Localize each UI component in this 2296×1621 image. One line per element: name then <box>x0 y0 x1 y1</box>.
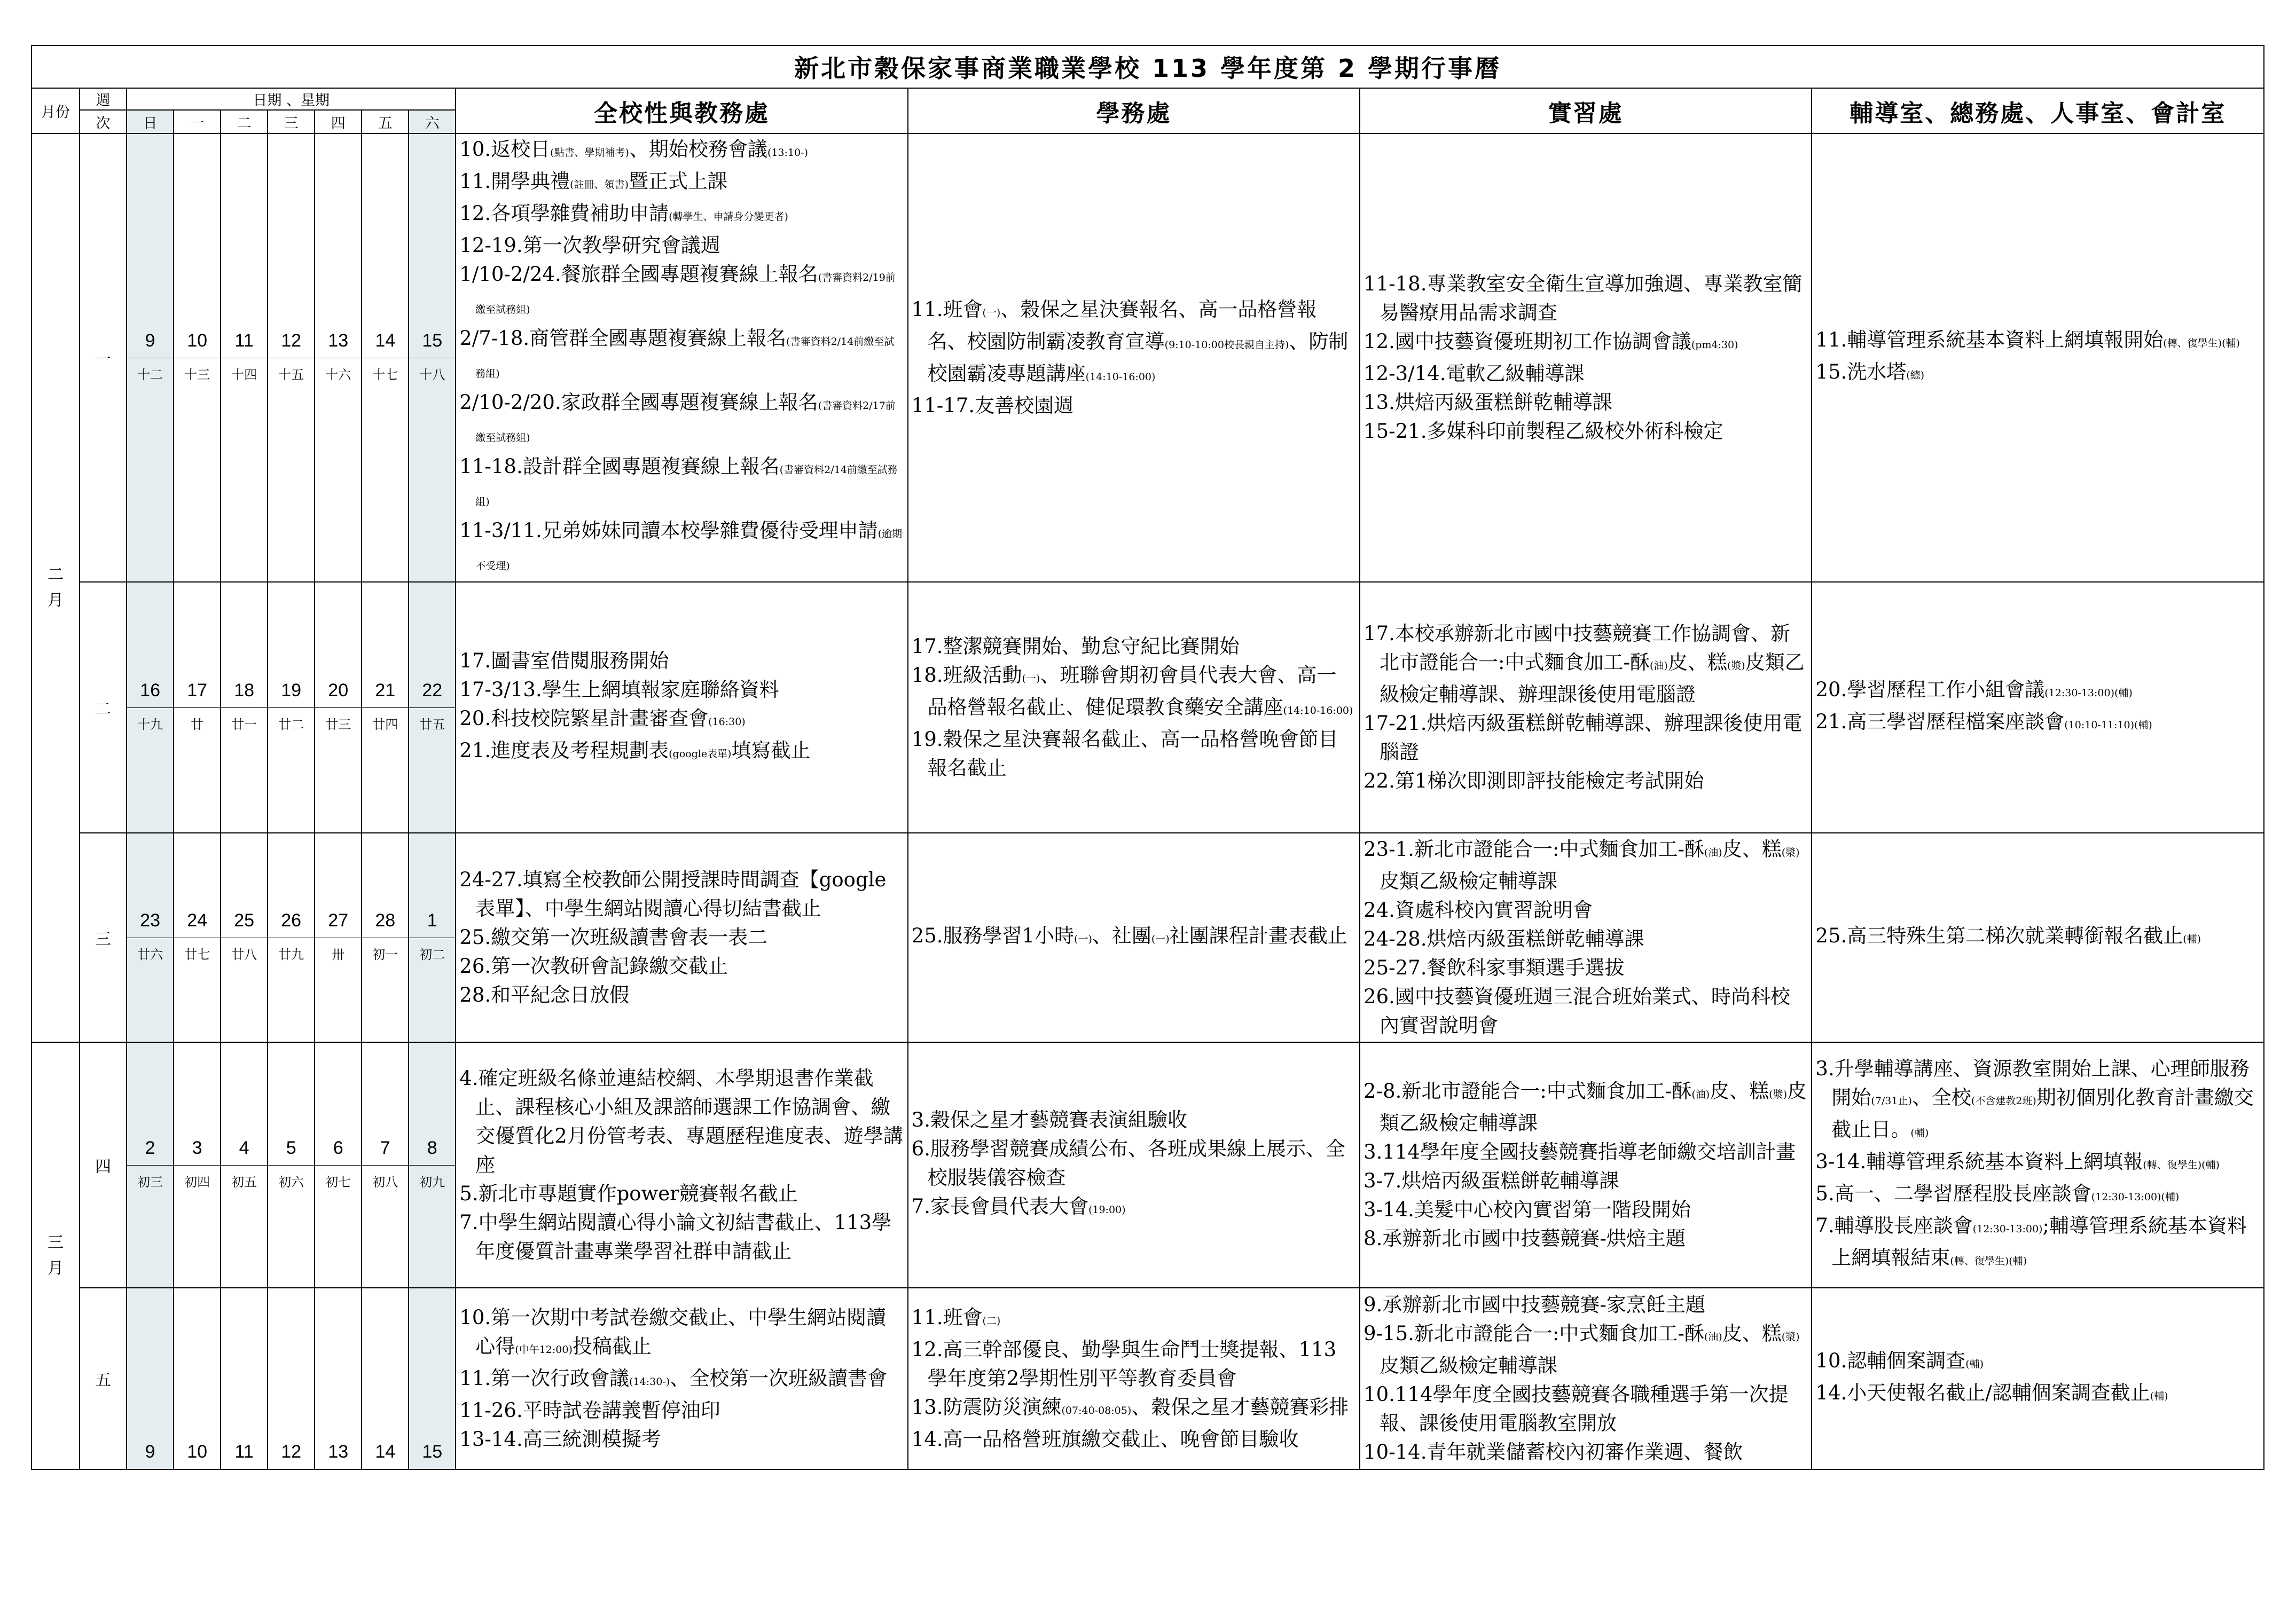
lunar-date: 初六 <box>268 1165 314 1200</box>
lunar-date: 十五 <box>268 358 314 392</box>
event-item: 13.防震防災演練(07:40-08:05)、穀保之星才藝競賽彩排 <box>911 1396 1349 1419</box>
event-item: 14.小天使報名截止/認輔個案調查截止(輔) <box>1815 1381 2168 1404</box>
event-item: 25.繳交第一次班級讀書會表一表二 <box>459 926 768 949</box>
date-cell <box>127 833 174 1042</box>
event-item: 5.高一、二學習歷程股長座談會(12:30-13:00)(輔) <box>1815 1182 2180 1205</box>
school-academic-header: 全校性與教務處 <box>456 88 907 133</box>
event-item: 4.確定班級名條並連結校網、本學期退書作業截止、課程核心小組及課諮師選課工作協調會、繳交優質化2月份管考表、專題歷程進度表、遊學講座 <box>459 1067 903 1176</box>
date-cell <box>362 133 409 582</box>
event-item: 11-26.平時試卷講義暫停油印 <box>459 1399 720 1422</box>
week-header-bottom: 次 <box>80 110 127 133</box>
date-number: 9 <box>145 330 155 351</box>
events-col1 <box>456 1288 907 1469</box>
date-cell <box>221 1042 268 1288</box>
lunar-date: 卅 <box>315 938 361 972</box>
week-row <box>32 1288 2264 1469</box>
date-cell <box>127 1042 174 1288</box>
date-number: 11 <box>234 1442 254 1462</box>
event-item: 3.穀保之星才藝競賽表演組驗收 <box>911 1108 1187 1131</box>
month-header: 月份 <box>32 88 80 133</box>
event-item: 11-17.友善校園週 <box>911 394 1074 417</box>
date-cell <box>174 1288 221 1469</box>
lunar-date: 初一 <box>362 938 408 972</box>
lunar-date: 初四 <box>174 1165 220 1200</box>
date-cell <box>127 582 174 833</box>
date-cell <box>221 1288 268 1469</box>
date-number: 22 <box>422 680 443 701</box>
events-col4 <box>1812 133 2264 582</box>
date-number: 16 <box>140 680 160 701</box>
week-number: 四 <box>80 1042 127 1288</box>
calendar-table <box>31 45 2264 1470</box>
weekday-header: 日 <box>127 110 174 133</box>
weekday-header: 四 <box>315 110 362 133</box>
event-item: 11.班會(一)、穀保之星決賽報名、高一品格營報名、校園防制霸凌教育宣導(9:10-10:00校長親自主持)、防制校園霸凌專題講座(14:10-16:00) <box>911 298 1349 385</box>
event-item: 22.第1梯次即測即評技能檢定考試開始 <box>1364 769 1704 792</box>
event-item: 10.返校日(點書、學期補考)、期始校務會議(13:10-) <box>459 138 808 161</box>
events-col2 <box>908 582 1360 833</box>
date-number: 6 <box>333 1137 343 1158</box>
event-item: 12-3/14.電軟乙級輔導課 <box>1364 362 1585 385</box>
week-header-top: 週 <box>80 88 127 110</box>
lunar-date: 初八 <box>362 1165 408 1200</box>
event-item: 6.服務學習競賽成績公布、各班成果線上展示、全校服裝儀容檢查 <box>911 1137 1345 1189</box>
date-number: 15 <box>422 1442 443 1462</box>
event-item: 9-15.新北市證能合一:中式麵食加工-酥(油)皮、糕(漿)皮類乙級檢定輔導課 <box>1364 1322 1800 1377</box>
date-cell <box>362 1288 409 1469</box>
date-cell <box>268 133 315 582</box>
event-item: 11.開學典禮(註冊、領書)暨正式上課 <box>459 170 727 193</box>
event-item: 21.進度表及考程規劃表(google表單)填寫截止 <box>459 739 811 762</box>
date-cell <box>268 833 315 1042</box>
event-item: 2/7-18.商管群全國專題複賽線上報名(書審資料2/14前繳至試務組) <box>459 327 895 380</box>
event-item: 25-27.餐飲科家事類選手選拔 <box>1364 956 1625 979</box>
date-number: 9 <box>145 1442 155 1462</box>
month-cell: 二 月 <box>32 133 80 1042</box>
lunar-date: 十九 <box>127 707 173 742</box>
event-item: 17.圖書室借閱服務開始 <box>459 649 669 672</box>
event-item: 21.高三學習歷程檔案座談會(10:10-11:10)(輔) <box>1815 710 2152 733</box>
event-item: 17-21.烘焙丙級蛋糕餅乾輔導課、辦理課後使用電腦證 <box>1364 712 1803 764</box>
lunar-date: 十七 <box>362 358 408 392</box>
date-cell <box>409 133 456 582</box>
date-number: 12 <box>281 1442 302 1462</box>
events-col1 <box>456 833 907 1042</box>
date-number: 15 <box>422 330 443 351</box>
date-number: 7 <box>380 1137 390 1158</box>
date-cell <box>174 133 221 582</box>
week-number: 一 <box>80 133 127 582</box>
event-item: 3.114學年度全國技藝競賽指導老師繳交培訓計畫 <box>1364 1140 1796 1163</box>
date-number: 14 <box>375 1442 396 1462</box>
event-item: 17.本校承辦新北市國中技藝競賽工作協調會、新北市證能合一:中式麵食加工-酥(油)皮、糕(漿)皮類乙級檢定輔導課、辦理課後使用電腦證 <box>1364 622 1805 706</box>
event-item: 12-19.第一次教學研究會議週 <box>459 234 720 257</box>
event-item: 15.洗水塔(總) <box>1815 360 1925 383</box>
date-cell <box>409 582 456 833</box>
event-item: 24-28.烘焙丙級蛋糕餅乾輔導課 <box>1364 927 1644 950</box>
date-cell <box>174 833 221 1042</box>
date-number: 23 <box>140 910 160 931</box>
date-number: 8 <box>427 1137 437 1158</box>
events-col2 <box>908 1042 1360 1288</box>
date-number: 4 <box>239 1137 249 1158</box>
event-item: 20.學習歷程工作小組會議(12:30-13:00)(輔) <box>1815 678 2133 701</box>
date-number: 13 <box>328 330 349 351</box>
event-item: 11-18.專業教室安全衛生宣導加強週、專業教室簡易醫療用品需求調查 <box>1364 272 1803 324</box>
date-cell <box>409 833 456 1042</box>
lunar-date: 十四 <box>221 358 267 392</box>
date-number: 12 <box>281 330 302 351</box>
events-col2 <box>908 1288 1360 1469</box>
event-item: 19.穀保之星決賽報名截止、高一品格營晚會節目報名截止 <box>911 728 1338 780</box>
date-cell <box>268 1288 315 1469</box>
month-cell: 三 月 <box>32 1042 80 1469</box>
date-cell <box>268 582 315 833</box>
events-col2 <box>908 833 1360 1042</box>
event-item: 12.高三幹部優良、勤學與生命鬥士獎提報、113學年度第2學期性別平等教育委員會 <box>911 1338 1337 1390</box>
week-number: 三 <box>80 833 127 1042</box>
week-number: 二 <box>80 582 127 833</box>
date-cell <box>315 833 362 1042</box>
events-col3 <box>1360 133 1812 582</box>
lunar-date: 廿二 <box>268 707 314 742</box>
lunar-date: 廿九 <box>268 938 314 972</box>
date-cell <box>174 1042 221 1288</box>
lunar-date: 廿八 <box>221 938 267 972</box>
lunar-date: 初五 <box>221 1165 267 1200</box>
lunar-date: 初三 <box>127 1165 173 1200</box>
event-item: 13.烘焙丙級蛋糕餅乾輔導課 <box>1364 391 1612 414</box>
events-col1 <box>456 1042 907 1288</box>
events-col4 <box>1812 1288 2264 1469</box>
student-affairs-header: 學務處 <box>908 88 1360 133</box>
event-item: 23-1.新北市證能合一:中式麵食加工-酥(油)皮、糕(漿)皮類乙級檢定輔導課 <box>1364 838 1800 893</box>
week-row <box>32 1042 2264 1288</box>
event-item: 25.高三特殊生第二梯次就業轉銜報名截止(輔) <box>1815 924 2201 947</box>
date-cell <box>362 582 409 833</box>
event-item: 2-8.新北市證能合一:中式麵食加工-酥(油)皮、糕(漿)皮類乙級檢定輔導課 <box>1364 1080 1807 1135</box>
weekday-header: 一 <box>174 110 221 133</box>
lunar-date: 廿五 <box>409 707 455 742</box>
date-number: 10 <box>187 1442 208 1462</box>
lunar-date: 初九 <box>409 1165 455 1200</box>
event-item: 11.輔導管理系統基本資料上網填報開始(轉、復學生)(輔) <box>1815 328 2240 351</box>
event-item: 24.資處科校內實習說明會 <box>1364 899 1593 922</box>
date-cell <box>362 833 409 1042</box>
date-cell <box>174 582 221 833</box>
date-cell <box>315 133 362 582</box>
date-number: 21 <box>375 680 396 701</box>
event-item: 15-21.多媒科印前製程乙級校外術科檢定 <box>1364 420 1723 443</box>
events-col3 <box>1360 582 1812 833</box>
week-number: 五 <box>80 1288 127 1469</box>
event-item: 13-14.高三統測模擬考 <box>459 1428 661 1451</box>
date-number: 18 <box>234 680 255 701</box>
event-item: 20.科技校院繁星計畫審查會(16:30) <box>459 707 746 730</box>
events-col4 <box>1812 582 2264 833</box>
event-item: 10.114學年度全國技藝競賽各職種選手第一次提報、課後使用電腦教室開放 <box>1364 1383 1789 1435</box>
event-item: 17-3/13.學生上網填報家庭聯絡資料 <box>459 678 779 701</box>
date-cell <box>315 1042 362 1288</box>
lunar-date: 初七 <box>315 1165 361 1200</box>
date-cell <box>221 133 268 582</box>
event-item: 28.和平紀念日放假 <box>459 983 630 1006</box>
date-number: 11 <box>234 330 254 351</box>
event-item: 10.認輔個案調查(輔) <box>1815 1349 1984 1372</box>
lunar-date: 廿六 <box>127 938 173 972</box>
weekday-header: 六 <box>409 110 456 133</box>
date-number: 13 <box>328 1442 349 1462</box>
event-item: 18.班級活動(一)、班聯會期初會員代表大會、高一品格營報名截止、健促環教食藥安全講座(14:10-16:00) <box>911 664 1353 719</box>
date-number: 25 <box>234 910 255 931</box>
lunar-date: 廿七 <box>174 938 220 972</box>
event-item: 8.承辦新北市國中技藝競賽-烘焙主題 <box>1364 1227 1686 1250</box>
date-cell <box>315 1288 362 1469</box>
calendar-title: 新北市穀保家事商業職業學校 113 學年度第 2 學期行事曆 <box>32 45 2264 88</box>
date-number: 10 <box>187 330 208 351</box>
event-item: 10.第一次期中考試卷繳交截止、中學生網站閱讀心得(中午12:00)投稿截止 <box>459 1306 887 1358</box>
event-item: 26.第一次教研會記錄繳交截止 <box>459 955 728 978</box>
lunar-date: 廿 <box>174 707 220 742</box>
event-item: 7.家長會員代表大會(19:00) <box>911 1195 1126 1218</box>
date-cell <box>268 1042 315 1288</box>
weekday-header: 二 <box>221 110 268 133</box>
date-cell <box>315 582 362 833</box>
lunar-date: 十八 <box>409 358 455 392</box>
event-item: 11.班會(二) <box>911 1306 1001 1329</box>
event-item: 5.新北市專題實作power競賽報名截止 <box>459 1182 798 1205</box>
date-cell <box>221 582 268 833</box>
events-col3 <box>1360 1042 1812 1288</box>
event-item: 3.升學輔導講座、資源教室開始上課、心理師服務開始(7/31止)、全校(不含建教2班)期初個別化教育計畫繳交截止日。(輔) <box>1815 1057 2254 1141</box>
date-number: 2 <box>145 1137 155 1158</box>
date-number: 14 <box>375 330 396 351</box>
date-cell <box>409 1042 456 1288</box>
event-item: 11-18.設計群全國專題複賽線上報名(書審資料2/14前繳至試務組) <box>459 455 898 508</box>
week-row <box>32 133 2264 582</box>
event-item: 1/10-2/24.餐旅群全國專題複賽線上報名(書審資料2/19前繳至試務組) <box>459 263 896 316</box>
date-cell <box>362 1042 409 1288</box>
date-number: 1 <box>427 910 437 931</box>
date-number: 19 <box>281 680 302 701</box>
event-item: 17.整潔競賽開始、勤怠守紀比賽開始 <box>911 635 1240 658</box>
event-item: 7.輔導股長座談會(12:30-13:00);輔導管理系統基本資料上網填報結束(轉、復學生)(輔) <box>1815 1214 2247 1269</box>
event-item: 11-3/11.兄弟姊妹同讀本校學雜費優待受理申請(逾期不受理) <box>459 519 903 572</box>
date-cell <box>127 1288 174 1469</box>
event-item: 26.國中技藝資優班週三混合班始業式、時尚科校內實習說明會 <box>1364 985 1790 1037</box>
event-item: 9.承辦新北市國中技藝競賽-家烹飪主題 <box>1364 1293 1705 1316</box>
date-cell <box>221 833 268 1042</box>
date-number: 24 <box>187 910 208 931</box>
date-number: 17 <box>187 680 208 701</box>
event-item: 24-27.填寫全校教師公開授課時間調查【google表單】、中學生網站閱讀心得切結書截止 <box>459 868 887 920</box>
weekday-header: 五 <box>362 110 409 133</box>
lunar-date: 廿三 <box>315 707 361 742</box>
event-item: 12.各項學雜費補助申請(轉學生、申請身分變更者) <box>459 202 788 225</box>
events-col1 <box>456 582 907 833</box>
event-item: 14.高一品格營班旗繳交截止、晚會節目驗收 <box>911 1428 1299 1451</box>
date-number: 26 <box>281 910 302 931</box>
event-item: 25.服務學習1小時(一)、社團(一)社團課程計畫表截止 <box>911 924 1347 947</box>
lunar-date: 十三 <box>174 358 220 392</box>
events-col4 <box>1812 833 2264 1042</box>
events-col2 <box>908 133 1360 582</box>
events-col4 <box>1812 1042 2264 1288</box>
events-col1 <box>456 133 907 582</box>
lunar-date: 十二 <box>127 358 173 392</box>
lunar-date: 初二 <box>409 938 455 972</box>
event-item: 3-14.美髮中心校內實習第一階段開始 <box>1364 1198 1691 1221</box>
lunar-date: 廿一 <box>221 707 267 742</box>
lunar-date: 十六 <box>315 358 361 392</box>
date-number: 5 <box>286 1137 296 1158</box>
event-item: 12.國中技藝資優班期初工作協調會議(pm4:30) <box>1364 330 1738 353</box>
date-cell <box>409 1288 456 1469</box>
events-col3 <box>1360 833 1812 1042</box>
date-number: 3 <box>192 1137 202 1158</box>
event-item: 2/10-2/20.家政群全國專題複賽線上報名(書審資料2/17前繳至試務組) <box>459 391 896 444</box>
date-weekday-header: 日期 、星期 <box>127 88 456 110</box>
date-number: 28 <box>375 910 396 931</box>
counseling-general-header: 輔導室、總務處、人事室、會計室 <box>1812 88 2264 133</box>
event-item: 10-14.青年就業儲蓄校內初審作業週、餐飲 <box>1364 1441 1743 1463</box>
event-item: 3-7.烘焙丙級蛋糕餅乾輔導課 <box>1364 1169 1619 1192</box>
date-number: 20 <box>328 680 349 701</box>
event-item: 11.第一次行政會議(14:30-)、全校第一次班級讀書會 <box>459 1367 888 1390</box>
date-cell <box>127 133 174 582</box>
weekday-header: 三 <box>268 110 315 133</box>
lunar-date: 廿四 <box>362 707 408 742</box>
event-item: 3-14.輔導管理系統基本資料上網填報(轉、復學生)(輔) <box>1815 1150 2220 1173</box>
date-number: 27 <box>328 910 349 931</box>
week-row <box>32 582 2264 833</box>
event-item: 7.中學生網站閱讀心得小論文初結書截止、113學年度優質計畫專業學習社群申請截止 <box>459 1211 892 1263</box>
events-col3 <box>1360 1288 1812 1469</box>
practice-office-header: 實習處 <box>1360 88 1812 133</box>
week-row <box>32 833 2264 1042</box>
